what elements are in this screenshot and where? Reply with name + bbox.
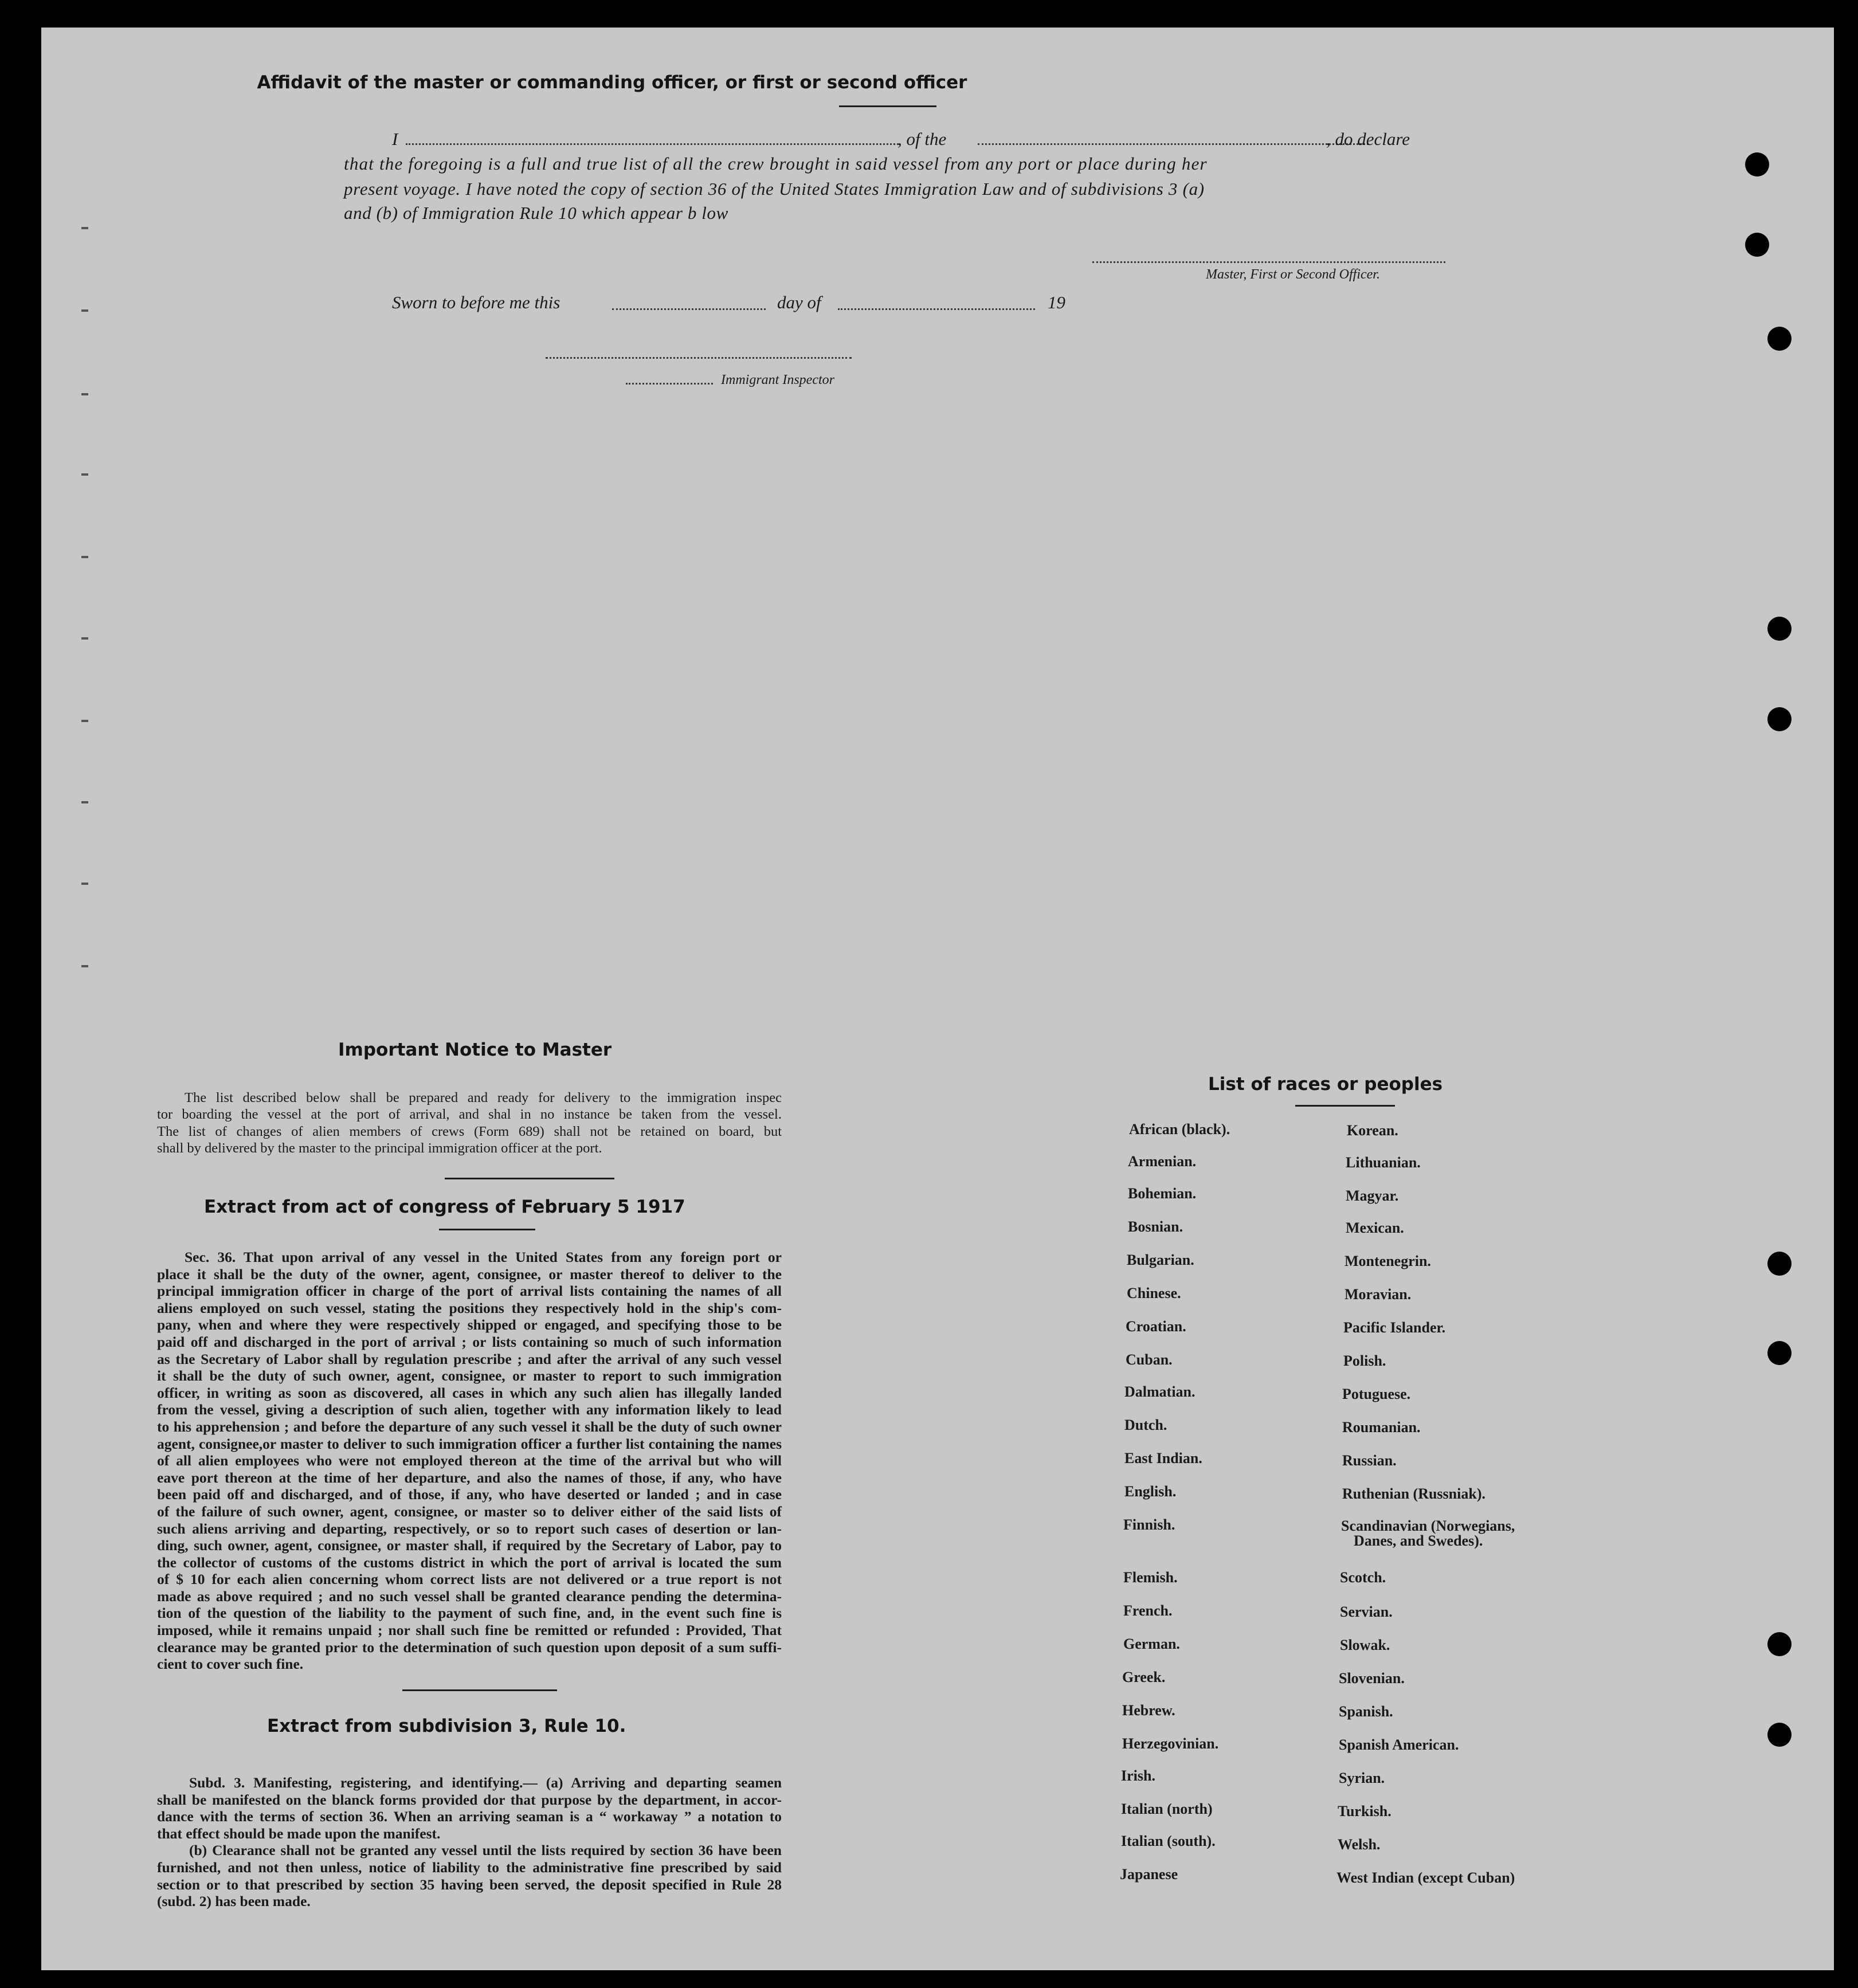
margin-tick [81, 965, 88, 967]
text-line: the collector of customs of the customs district in which the port of arrival is located the sum [157, 1554, 782, 1571]
margin-tick [81, 473, 88, 476]
race-item: Spanish. [1339, 1703, 1393, 1720]
affidavit-line-4: and (b) of Immigration Rule 10 which appear b low [344, 203, 728, 223]
text-line: that effect should be made upon the manifest. [157, 1825, 441, 1842]
race-item: Hebrew. [1122, 1702, 1175, 1719]
text-line: shall by delivered by the master to the principal immigration officer at the port. [157, 1140, 602, 1156]
race-item: Italian (south). [1121, 1833, 1216, 1849]
text-line: cient to cover such fine. [157, 1656, 304, 1673]
sworn-text: Sworn to before me this [392, 292, 560, 312]
race-item: Lithuanian. [1346, 1154, 1421, 1171]
punch-hole-icon [1767, 1341, 1792, 1365]
race-item: Dalmatian. [1124, 1383, 1195, 1400]
race-item: Potuguese. [1342, 1386, 1411, 1402]
sworn-year: 19 [1048, 292, 1065, 312]
affidavit-title: Affidavit of the master or commanding officer, or first or second officer [257, 72, 967, 93]
text-line: The list described below shall be prepared and ready for delivery to the immigration inspec [185, 1090, 782, 1105]
race-item: Pacific Islander. [1343, 1319, 1446, 1336]
text-line: to his apprehension ; and before the departure of any such vessel it shall be the duty of such owner [157, 1418, 782, 1435]
race-item: West Indian (except Cuban) [1336, 1869, 1515, 1886]
sworn-day-label: day of [777, 292, 821, 312]
race-item: Cuban. [1126, 1351, 1173, 1368]
punch-hole-icon [1767, 1723, 1792, 1747]
text-line: from the vessel, giving a description of such alien, together with any information likely to lead [157, 1401, 782, 1418]
sworn-month-field[interactable] [838, 308, 1035, 310]
race-item: Danes, and Swedes). [1354, 1532, 1483, 1549]
notice-title: Important Notice to Master [338, 1040, 612, 1060]
text-line: paid off and discharged in the port of arrival ; or lists containing so much of such information [157, 1333, 782, 1350]
punch-hole-icon [1767, 707, 1792, 731]
race-item: Chinese. [1127, 1285, 1181, 1301]
text-line: furnished, and not then unless, notice of liability to the administrative fine prescribed by said [157, 1858, 782, 1876]
text-line: made as above required ; and no such vessel shall be granted clearance pending the determina- [157, 1587, 782, 1605]
text-line: shall be manifested on the blanck forms provided dor that purpose by the department, in accor- [157, 1791, 782, 1808]
notice-text [157, 1089, 782, 1156]
vessel-name-field[interactable] [978, 143, 1369, 145]
text-line: as the Secretary of Labor shall by regulation prescribe ; and after the arrival of any such vessel [157, 1350, 782, 1367]
race-item: Scotch. [1340, 1569, 1386, 1586]
text-line: section or to that prescribed by section 35 having been served, the deposit specified in Rule 28 [157, 1876, 782, 1893]
affidavit-i: I [392, 129, 398, 149]
race-item: Japanese [1120, 1866, 1178, 1883]
master-name-field[interactable] [406, 143, 899, 145]
race-item: Greek. [1122, 1669, 1166, 1685]
text-line: of $ 10 for each alien concerning whom correct lists are not delivered or a true report is not [157, 1571, 782, 1588]
race-item: Finnish. [1123, 1516, 1175, 1533]
race-item: Welsh. [1338, 1836, 1381, 1853]
race-item: Armenian. [1128, 1153, 1197, 1170]
race-item: Croatian. [1126, 1318, 1186, 1335]
punch-hole-icon [1767, 1632, 1792, 1656]
race-item: Russian. [1342, 1452, 1397, 1469]
race-item: Moravian. [1344, 1286, 1412, 1303]
margin-tick [81, 720, 88, 722]
race-item: Bosnian. [1128, 1218, 1183, 1235]
race-item: Polish. [1343, 1352, 1386, 1369]
race-item: Servian. [1340, 1603, 1393, 1620]
race-item: Italian (north) [1121, 1801, 1213, 1817]
race-item: Spanish American. [1339, 1736, 1459, 1753]
margin-tick [81, 393, 88, 395]
punch-hole-icon [1767, 617, 1792, 641]
document-page [41, 28, 1834, 1970]
master-signature-label: Master, First or Second Officer. [1206, 267, 1380, 282]
act-extract-title: Extract from act of congress of February 5 1917 [204, 1197, 685, 1217]
race-item: Scandinavian (Norwegians, [1341, 1518, 1515, 1534]
affidavit-do-declare: , do declare [1326, 129, 1410, 149]
race-item: Mexican. [1346, 1220, 1404, 1236]
punch-hole-icon [1745, 152, 1769, 177]
race-item: Ruthenian (Russniak). [1342, 1485, 1485, 1502]
text-line: Sec. 36. That upon arrival of any vessel in the United States from any foreign port or [185, 1249, 782, 1265]
text-line: (b) Clearance shall not be granted any vessel until the lists required by section 36 have been [189, 1842, 782, 1859]
margin-tick [81, 637, 88, 640]
races-title-rule [1295, 1105, 1395, 1107]
races-title: List of races or peoples [1208, 1074, 1443, 1095]
inspector-label: Immigrant Inspector [721, 372, 834, 387]
affidavit-title-rule [839, 105, 936, 107]
text-line: tion of the question of the liability to the payment of such fine, and, in the event such fine is [157, 1605, 782, 1622]
race-item: Slovenian. [1339, 1670, 1405, 1687]
race-item: Korean. [1347, 1122, 1398, 1139]
act-title-rule [439, 1229, 535, 1230]
text-line: eave port thereon at the time of her departure, and also the names of those, if any, who have [157, 1469, 782, 1486]
sworn-day-field[interactable] [612, 308, 766, 310]
text-line: tor boarding the vessel at the port of arrival, and shal in no instance be taken from the vessel. [157, 1107, 782, 1123]
rule-extract-title: Extract from subdivision 3, Rule 10. [267, 1716, 626, 1736]
master-signature-field[interactable] [1092, 261, 1445, 263]
race-item: Herzegovinian. [1122, 1735, 1219, 1752]
margin-tick [81, 227, 88, 229]
text-line: imposed, while it remains unpaid ; nor shall such fine be remitted or refunded : Provided, That [157, 1622, 782, 1639]
punch-hole-icon [1767, 1252, 1792, 1276]
race-item: Bohemian. [1128, 1185, 1197, 1202]
affidavit-line-3: present voyage. I have noted the copy of section 36 of the United States Immigration Law and of subdivisions 3 (a) [344, 179, 1205, 199]
race-item: African (black). [1129, 1121, 1230, 1138]
race-item: Magyar. [1346, 1187, 1399, 1204]
race-item: Irish. [1121, 1767, 1155, 1784]
race-item: English. [1124, 1483, 1177, 1500]
act-end-rule [402, 1689, 557, 1691]
text-line: principal immigration officer in charge of the port of arrival lists containing the names of all [157, 1283, 782, 1300]
race-item: Turkish. [1338, 1803, 1391, 1820]
race-item: Montenegrin. [1344, 1253, 1431, 1269]
text-line: (subd. 2) has been made. [157, 1893, 311, 1910]
race-item: French. [1123, 1602, 1173, 1619]
punch-hole-icon [1745, 233, 1769, 257]
affidavit-line-2: that the foregoing is a full and true list of all the crew brought in said vessel from any port or place during her [344, 154, 1208, 174]
text-line: of all alien employees who were not employed thereon at the time of the arrival but who will [157, 1452, 782, 1469]
text-line: been paid off and discharged, and of those, if any, who have deserted or landed ; and in case [157, 1486, 782, 1503]
inspector-name-field[interactable] [626, 383, 713, 385]
punch-hole-icon [1767, 327, 1792, 351]
text-line: officer, in writing as soon as discovered, all cases in which any such alien has illegally landed [157, 1384, 782, 1401]
race-item: German. [1123, 1636, 1180, 1652]
race-item: Slowak. [1340, 1637, 1390, 1653]
text-line: ding, such owner, agent, consignee, or master shall, if required by the Secretary of Labor, pay to [157, 1537, 782, 1554]
text-line: of the failure of such owner, agent, consignee, or master so to deliver either of the said lists of [157, 1503, 782, 1520]
race-item: Flemish. [1123, 1569, 1178, 1586]
text-line: place it shall be the duty of the owner, agent, consignee, or master thereof to deliver to the [157, 1265, 782, 1283]
text-line: such aliens arriving and departing, respectively, or so to report such cases of desertion or lan- [157, 1520, 782, 1537]
margin-tick [81, 556, 88, 558]
race-item: Roumanian. [1342, 1419, 1421, 1436]
margin-tick [81, 883, 88, 885]
text-line: The list of changes of alien members of crews (Form 689) shall not be retained on board, but [157, 1123, 782, 1139]
race-item: East Indian. [1124, 1450, 1202, 1467]
race-item: Bulgarian. [1127, 1252, 1194, 1268]
text-line: it shall be the duty of such owner, agent, consignee, or master to report to such immigration [157, 1367, 782, 1385]
race-item: Syrian. [1339, 1770, 1385, 1786]
rule-extract-text [157, 1774, 782, 1910]
text-line: Subd. 3. Manifesting, registering, and identifying.— (a) Arriving and departing seamen [189, 1774, 782, 1791]
margin-tick [81, 801, 88, 803]
text-line: agent, consignee,or master to deliver to such immigration officer a further list containing the names [157, 1435, 782, 1452]
text-line: dance with the terms of section 36. When an arriving seaman is a “ workaway ” a notation to [157, 1808, 782, 1825]
race-item: Dutch. [1124, 1417, 1167, 1433]
affidavit-of-the: , of the [897, 129, 947, 149]
text-line: clearance may be granted prior to the determination of such question upon deposit of a sum suffi- [157, 1638, 782, 1656]
notice-rule [445, 1178, 614, 1179]
inspector-signature-field[interactable] [546, 357, 852, 359]
act-extract-text [157, 1249, 782, 1673]
text-line: aliens employed on such vessel, stating the positions they respectively hold in the ship's com- [157, 1299, 782, 1316]
text-line: pany, when and where they were respectively shipped or engaged, and specifying those to be [157, 1316, 782, 1334]
margin-tick [81, 309, 88, 312]
